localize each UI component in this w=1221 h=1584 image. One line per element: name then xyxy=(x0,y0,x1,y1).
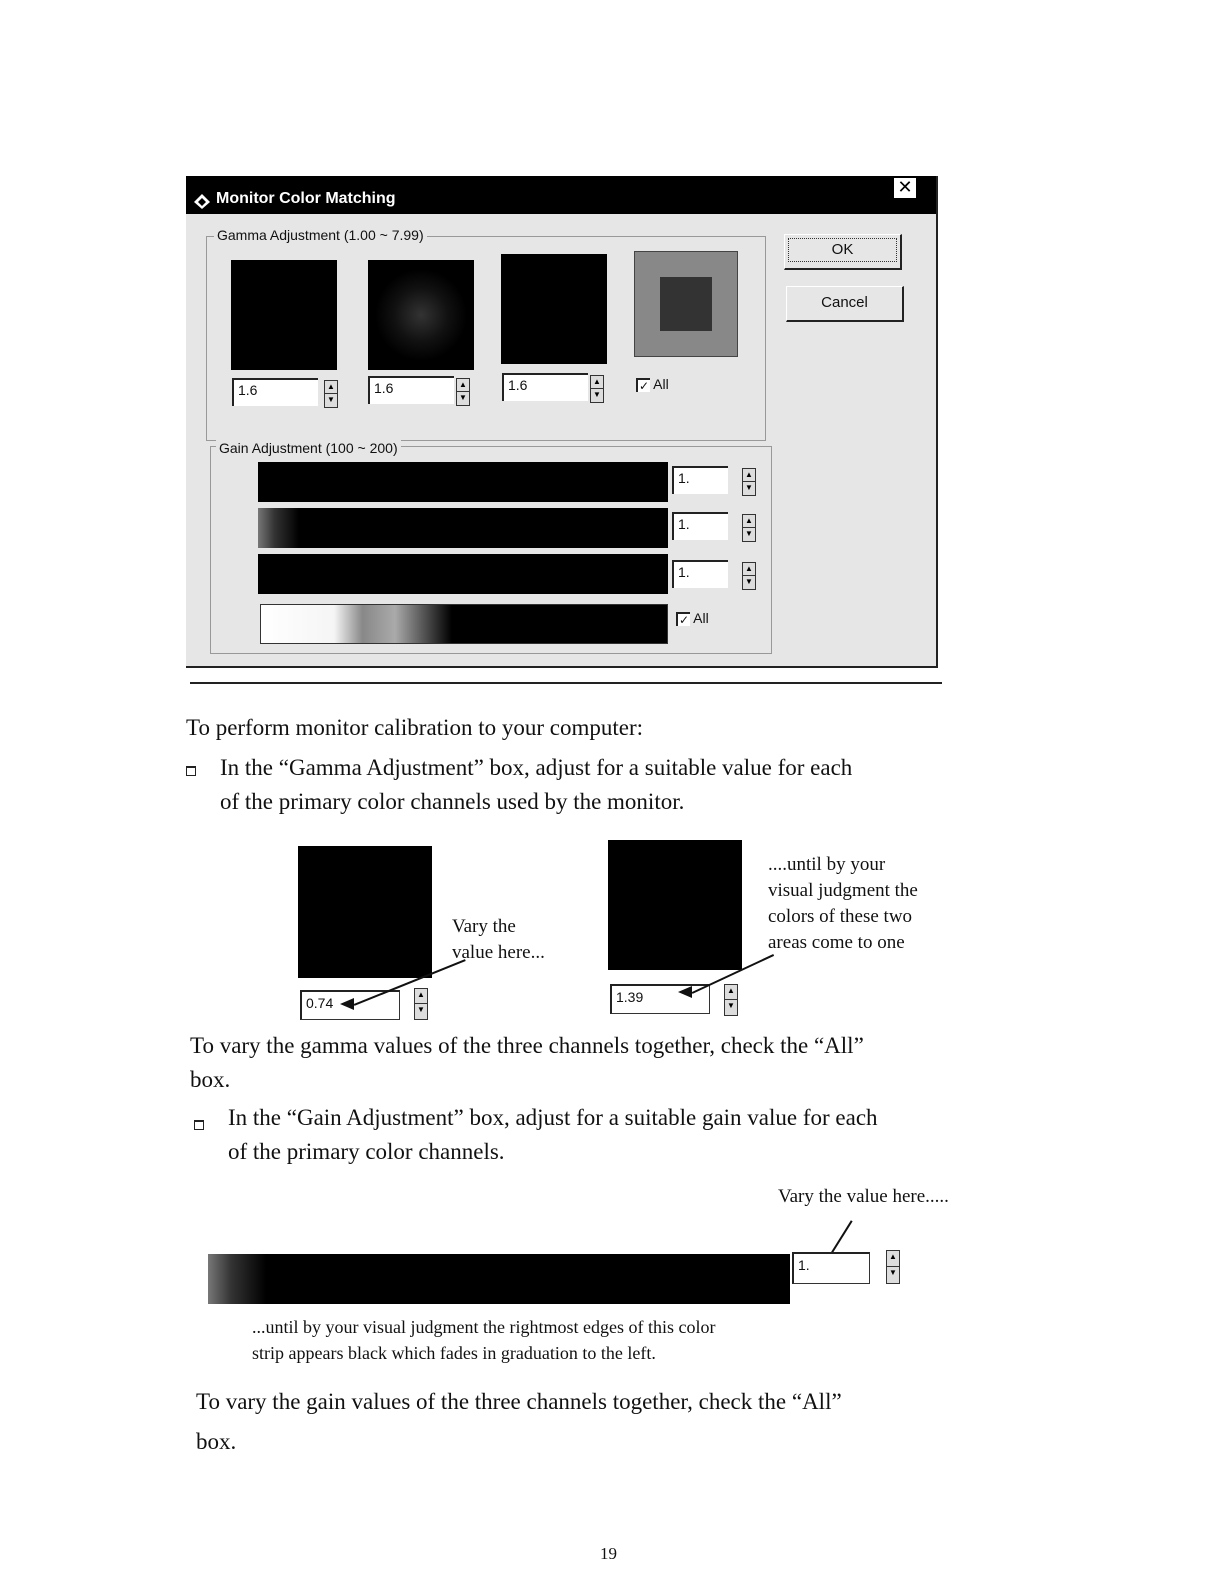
spin-down-icon[interactable]: ▼ xyxy=(745,529,753,538)
gain-until-line-1: ...until by your visual judgment the rightmost edges of this color xyxy=(252,1317,716,1337)
gamma-test-square xyxy=(634,251,738,357)
bullet-2-line-2: of the primary color channels. xyxy=(228,1139,505,1164)
gain-all-checkbox[interactable]: ✓ xyxy=(676,612,690,626)
spin-up-icon[interactable]: ▲ xyxy=(743,563,755,576)
gamma-red-input[interactable]: 1.6 xyxy=(232,378,318,406)
gamma-swatch-red xyxy=(231,260,337,370)
example-swatch-right xyxy=(608,840,742,970)
gamma-green-input[interactable]: 1.6 xyxy=(368,376,454,404)
gain-bar-green xyxy=(258,508,668,548)
dialog-bottom-rule xyxy=(190,682,942,684)
spin-up-icon: ▲ xyxy=(725,985,737,1000)
gamma-swatch-blue xyxy=(501,254,607,364)
spin-up-icon[interactable]: ▲ xyxy=(743,469,755,482)
page-number: 19 xyxy=(600,1544,617,1563)
example-right-input: 1.39 xyxy=(610,984,710,1014)
example-gain-spinner xyxy=(886,1250,900,1284)
vary-caption-line-1: Vary the xyxy=(452,916,516,937)
until-caption-line-1: ....until by your xyxy=(768,854,886,875)
intro-text: To perform monitor calibration to your computer: xyxy=(186,715,643,740)
until-caption-line-4: areas come to one xyxy=(768,932,905,953)
spin-down-icon: ▼ xyxy=(889,1268,897,1277)
spin-up-icon[interactable]: ▲ xyxy=(325,381,337,394)
gain-blue-input[interactable]: 1. xyxy=(672,560,728,588)
spin-up-icon[interactable]: ▲ xyxy=(591,376,603,389)
ok-button[interactable] xyxy=(784,234,902,270)
example-right-spinner xyxy=(724,984,738,1016)
bullet-1-line-1: In the “Gamma Adjustment” box, adjust for a suitable value for each xyxy=(220,755,853,780)
gamma-all-checkbox-row[interactable] xyxy=(636,376,669,392)
gain-vary-caption: Vary the value here..... xyxy=(778,1186,949,1207)
cancel-button[interactable]: Cancel xyxy=(786,286,904,322)
bullet-1-line-2: of the primary color channels used by the monitor. xyxy=(220,789,685,814)
gamma-blue-input[interactable]: 1.6 xyxy=(502,373,588,401)
gain-bar-red xyxy=(258,462,668,502)
spin-up-icon[interactable]: ▲ xyxy=(457,379,469,392)
example-swatch-left xyxy=(298,846,432,978)
dialog-title: Monitor Color Matching xyxy=(216,190,396,207)
gain-all-checkbox-row[interactable] xyxy=(676,610,709,626)
gamma-all-checkbox[interactable]: ✓ xyxy=(636,378,650,392)
monitor-icon xyxy=(192,192,212,210)
example-left-input: 0.74 xyxy=(300,990,400,1020)
gamma-all-line-1: To vary the gamma values of the three channels together, check the “All” xyxy=(190,1033,864,1058)
arrow-head-icon xyxy=(340,998,354,1010)
spin-up-icon[interactable]: ▲ xyxy=(743,515,755,528)
spin-down-icon: ▼ xyxy=(417,1005,425,1014)
gamma-all-label: All xyxy=(653,376,669,392)
gain-blue-spinner[interactable] xyxy=(742,562,756,590)
gain-red-spinner[interactable] xyxy=(742,468,756,496)
example-gain-input: 1. xyxy=(792,1252,870,1284)
gain-red-input[interactable]: 1. xyxy=(672,466,728,494)
until-caption-line-2: visual judgment the xyxy=(768,880,918,901)
dialog-titlebar xyxy=(186,176,936,214)
spin-down-icon: ▼ xyxy=(727,1001,735,1010)
ok-button-label: OK xyxy=(788,238,897,262)
gamma-green-spinner[interactable] xyxy=(456,378,470,406)
close-button[interactable]: ✕ xyxy=(892,176,918,200)
gain-all-label: All xyxy=(693,610,709,626)
gain-bar-all xyxy=(260,604,668,644)
until-caption-line-3: colors of these two xyxy=(768,906,913,927)
gain-all-line-1: To vary the gain values of the three channels together, check the “All” xyxy=(196,1389,842,1414)
spin-down-icon[interactable]: ▼ xyxy=(593,390,601,399)
gamma-swatch-green xyxy=(368,260,474,370)
monitor-color-matching-dialog xyxy=(186,176,938,668)
spin-down-icon[interactable]: ▼ xyxy=(327,395,335,404)
spin-down-icon[interactable]: ▼ xyxy=(745,483,753,492)
gamma-test-square-center xyxy=(660,277,712,331)
spin-up-icon: ▲ xyxy=(887,1251,899,1267)
gamma-all-line-2: box. xyxy=(190,1067,231,1092)
bullet-1-marker xyxy=(186,766,196,776)
vary-caption-line-2: value here... xyxy=(452,942,545,963)
spin-down-icon[interactable]: ▼ xyxy=(745,577,753,586)
gain-bar-blue xyxy=(258,554,668,594)
gain-until-line-2: strip appears black which fades in graduation to the left. xyxy=(252,1343,656,1363)
gamma-group-title: Gamma Adjustment (1.00 ~ 7.99) xyxy=(214,227,427,243)
bullet-2-marker xyxy=(194,1120,204,1130)
gamma-blue-spinner[interactable] xyxy=(590,375,604,403)
gain-group-title: Gain Adjustment (100 ~ 200) xyxy=(216,440,401,456)
example-gain-bar xyxy=(208,1254,790,1304)
gain-green-input[interactable]: 1. xyxy=(672,512,728,540)
gain-green-spinner[interactable] xyxy=(742,514,756,542)
spin-up-icon: ▲ xyxy=(415,989,427,1004)
gamma-red-spinner[interactable] xyxy=(324,380,338,408)
spin-down-icon[interactable]: ▼ xyxy=(459,393,467,402)
arrow-head-icon xyxy=(678,986,692,998)
gain-all-line-2: box. xyxy=(196,1429,237,1454)
bullet-2-line-1: In the “Gain Adjustment” box, adjust for a suitable gain value for each xyxy=(228,1105,878,1130)
example-left-spinner xyxy=(414,988,428,1020)
